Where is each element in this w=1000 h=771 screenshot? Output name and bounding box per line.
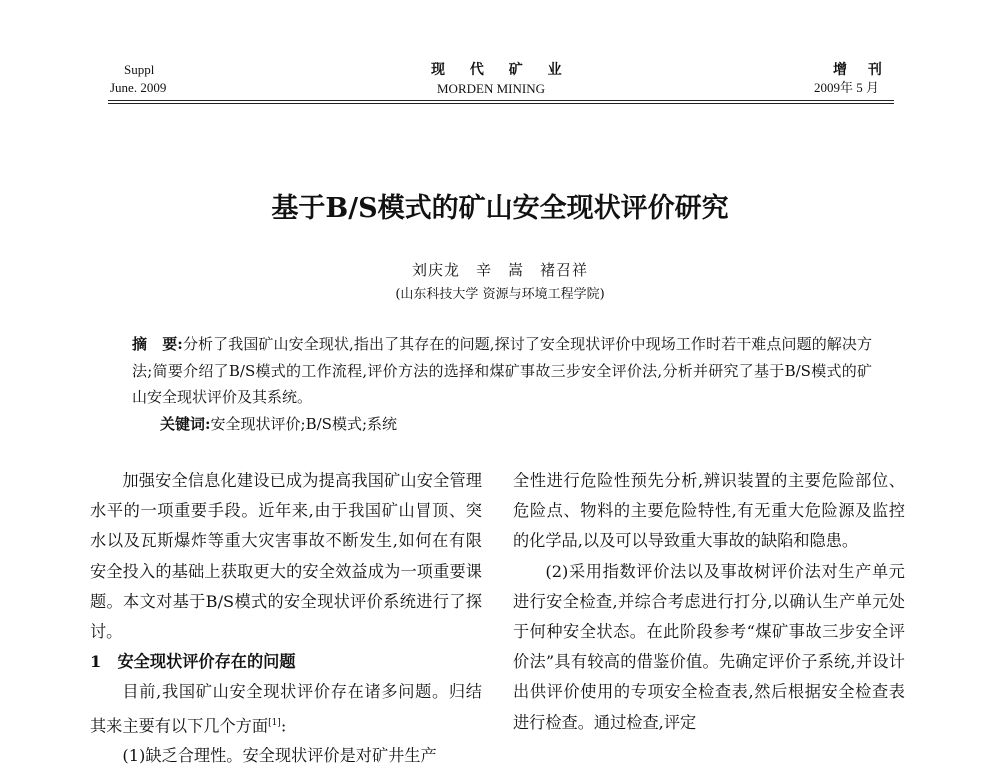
- keywords-label: 关键词:: [160, 415, 211, 433]
- paper-title: 基于B/S模式的矿山安全现状评价研究: [271, 193, 729, 224]
- header-supplement-cn: 增 刊: [833, 62, 890, 78]
- header-supplement-label: Suppl: [124, 62, 155, 77]
- body-paragraph: 加强安全信息化建设已成为提高我国矿山安全管理水平的一项重要手段。近年来,由于我国矿山冒顶、突水以及瓦斯爆炸等重大灾害事故不断发生,如何在有限安全投入的基础上获取更大的安全效益成为一项重要课题。本文对基于B/S模式的安全现状评价系统进行了探讨。: [90, 471, 482, 642]
- paragraph-punct: :: [280, 716, 287, 736]
- section-heading: 1 安全现状评价存在的问题: [90, 652, 296, 672]
- abstract: [132, 331, 872, 411]
- header-rule-bottom: [108, 103, 894, 104]
- body-paragraph: 全性进行危险性预先分析,辨识装置的主要危险部位、危险点、物料的主要危险特性,有无重大危险源及监控的化学品,以及可以导致重大事故的缺陷和隐患。: [513, 471, 905, 551]
- abstract-text: 分析了我国矿山安全现状,指出了其存在的问题,探讨了安全现状评价中现场工作时若干难点问题的解决方法;简要介绍了B/S模式的工作流程,评价方法的选择和煤矿事故三步安全评价法,分析并研究了基于B/S模式的矿山安全现状评价及其系统。: [132, 335, 872, 406]
- paragraph-text: 目前,我国矿山安全现状评价存在诸多问题。归结其来主要有以下几个方面: [90, 682, 482, 736]
- keywords-text: 安全现状评价;B/S模式;系统: [210, 415, 398, 433]
- header-journal-title-en: MORDEN MINING: [437, 81, 545, 96]
- body-column-right: [513, 466, 905, 738]
- header-journal-title-cn: 现 代 矿 业: [431, 62, 572, 78]
- body-paragraph: (1)缺乏合理性。安全现状评价是对矿井生产: [122, 746, 437, 766]
- paper-affiliation: (山东科技大学 资源与环境工程学院): [395, 287, 605, 302]
- citation-ref: [1]: [268, 717, 281, 728]
- keywords: [160, 414, 397, 434]
- body-paragraph: (2)采用指数评价法以及事故树评价法对生产单元进行安全检查,并综合考虑进行打分,以确认生产单元处于何种安全状态。在此阶段参考“煤矿事故三步安全评价法”具有较高的借鉴价值。先确定评价子系统,并设计出供评价使用的专项安全检查表,然后根据安全检查表进行检查。通过检查,评定: [513, 561, 905, 732]
- abstract-label: 摘 要:: [132, 335, 183, 353]
- header-issue-date-cn: 2009年 5 月: [814, 80, 880, 95]
- body-column-left: [90, 466, 482, 771]
- body-paragraph: [90, 677, 482, 741]
- paper-authors: 刘庆龙 辛 嵩 褚召祥: [411, 261, 588, 279]
- header-rule-top: [108, 100, 894, 101]
- header-issue-date-en: June. 2009: [110, 80, 167, 95]
